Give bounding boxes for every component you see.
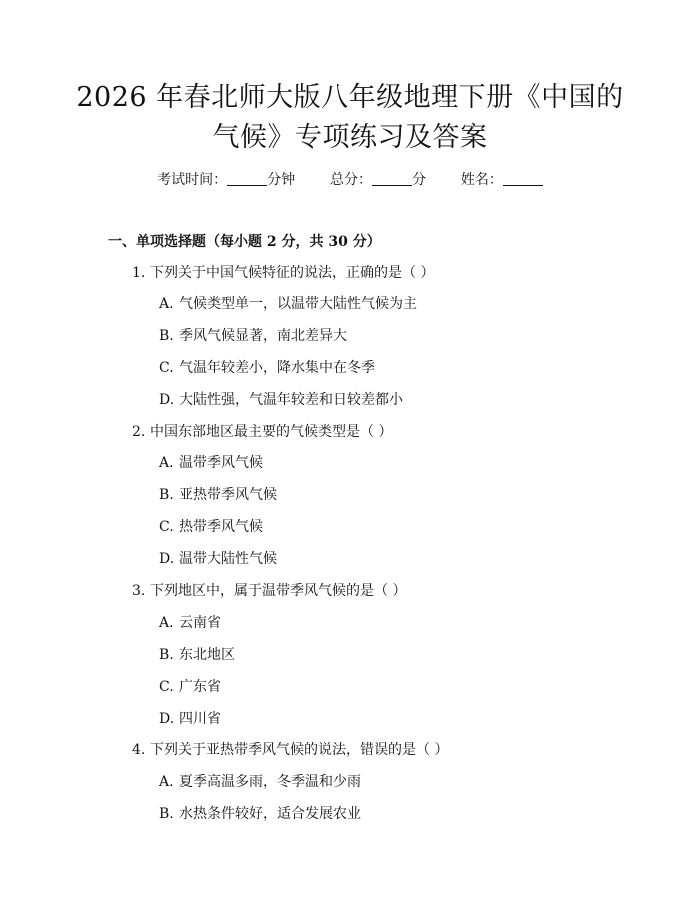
option-letter: D. (159, 392, 175, 408)
name-label: 姓名： (460, 172, 503, 188)
option-text: 云南省 (179, 615, 221, 631)
option-3a[interactable] (159, 612, 221, 632)
question-number: 1. (132, 265, 146, 281)
question-text: 中国东部地区最主要的气候类型是（ ） (150, 424, 393, 440)
option-1d[interactable] (159, 389, 403, 409)
option-text: 气温年较差小，降水集中在冬季 (179, 360, 375, 376)
option-text: 热带季风气候 (179, 519, 263, 535)
question-text: 下列地区中，属于温带季风气候的是（ ） (150, 583, 407, 599)
question-3 (132, 580, 406, 600)
option-letter: B. (159, 328, 174, 344)
option-letter: B. (159, 647, 174, 663)
option-text: 四川省 (179, 711, 221, 727)
option-letter: C. (159, 519, 174, 535)
option-letter: A. (159, 455, 174, 471)
option-letter: A. (159, 774, 174, 790)
option-text: 季风气候显著，南北差异大 (179, 328, 347, 344)
option-letter: A. (159, 615, 174, 631)
question-2 (132, 421, 392, 441)
time-unit: 分钟 (267, 172, 296, 188)
question-text: 下列关于中国气候特征的说法，正确的是（ ） (150, 265, 435, 281)
title-line-2: 气候》专项练习及答案 (212, 122, 488, 153)
option-letter: B. (159, 806, 174, 822)
option-1b[interactable] (159, 325, 347, 345)
document-title (60, 78, 640, 158)
question-number: 3. (132, 583, 146, 599)
option-4a[interactable] (159, 771, 361, 791)
title-line-1: 2026 年春北师大版八年级地理下册《中国的 (76, 82, 624, 113)
question-1 (132, 262, 434, 282)
exam-meta (0, 169, 700, 189)
score-blank[interactable] (372, 173, 412, 186)
option-2b[interactable] (159, 484, 277, 504)
option-text: 广东省 (179, 679, 221, 695)
option-3c[interactable] (159, 676, 221, 696)
option-text: 亚热带季风气候 (179, 487, 277, 503)
name-blank[interactable] (503, 173, 543, 186)
option-letter: C. (159, 679, 174, 695)
score-label: 总分： (330, 172, 372, 188)
option-2a[interactable] (159, 452, 263, 472)
section-heading: 一、单项选择题（每小题 2 分，共 30 分） (108, 234, 381, 250)
option-letter: B. (159, 487, 174, 503)
option-letter: D. (159, 711, 175, 727)
option-text: 温带大陆性气候 (179, 551, 277, 567)
option-letter: D. (159, 551, 175, 567)
option-2c[interactable] (159, 516, 263, 536)
option-text: 大陆性强，气温年较差和日较差都小 (179, 392, 403, 408)
option-letter: A. (159, 296, 174, 312)
question-4 (132, 739, 448, 759)
question-number: 4. (132, 742, 146, 758)
option-3d[interactable] (159, 708, 221, 728)
score-unit: 分 (412, 172, 426, 188)
option-1c[interactable] (159, 357, 375, 377)
option-text: 夏季高温多雨，冬季温和少雨 (179, 774, 361, 790)
option-4b[interactable] (159, 803, 361, 823)
option-text: 水热条件较好，适合发展农业 (179, 806, 361, 822)
option-3b[interactable] (159, 644, 235, 664)
time-label: 考试时间： (157, 172, 228, 188)
option-text: 气候类型单一，以温带大陆性气候为主 (179, 296, 417, 312)
time-blank[interactable] (227, 173, 267, 186)
option-letter: C. (159, 360, 174, 376)
option-2d[interactable] (159, 548, 277, 568)
question-number: 2. (132, 424, 146, 440)
option-text: 东北地区 (179, 647, 235, 663)
question-text: 下列关于亚热带季风气候的说法，错误的是（ ） (150, 742, 449, 758)
option-1a[interactable] (159, 293, 417, 313)
option-text: 温带季风气候 (179, 455, 263, 471)
